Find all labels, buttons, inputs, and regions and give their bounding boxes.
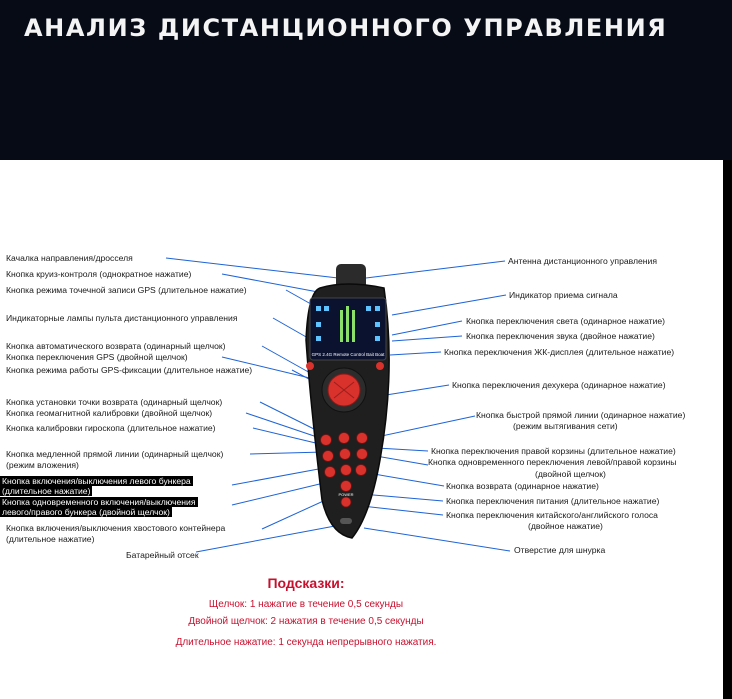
label-signal-indicator: Индикатор приема сигнала [509,290,618,300]
label-auto-return: Кнопка автоматического возврата (одинарный щелчок) [6,341,226,351]
label-return-button: Кнопка возврата (одинарное нажатие) [446,481,599,491]
screen-caption: GPS 2.4G Remote Control Bait Boat [311,352,385,357]
power-label: POWER [338,492,354,497]
label-set-return-point: Кнопка установки точки возврата (одинарный щелчок) [6,397,223,407]
label-both-baskets-press: (двойной щелчок) [535,469,606,479]
label-antenna: Антенна дистанционного управления [508,256,657,266]
label-left-hopper: Кнопка включения/выключения левого бункера [2,476,191,486]
label-slow-straight-line: Кнопка медленной прямой линии (одинарный щелчок) [6,449,224,459]
label-both-hoppers-press: левого/правого бункера (двойной щелчок) [2,507,170,517]
label-light-switch: Кнопка переключения света (одинарное нажатие) [466,316,666,326]
label-indicator-lamps: Индикаторные лампы пульта дистанционного управления [6,313,238,323]
hint-long-press: Длительное нажатие: 1 секунда непрерывного нажатия. [175,637,437,648]
right-edge-strip [723,160,732,699]
label-gps-point-record: Кнопка режима точечной записи GPS (длительное нажатие) [6,285,247,295]
label-lanyard-hole: Отверстие для шнурка [514,545,606,555]
label-lcd-switch: Кнопка переключения ЖК-дисплея (длительное нажатие) [444,347,675,357]
label-gps-switch: Кнопка переключения GPS (двойной щелчок) [6,352,188,362]
label-tail-container-press: (длительное нажатие) [6,534,95,544]
label-cruise-button: Кнопка круиз-контроля (однократное нажатие) [6,269,192,279]
label-dehooker-switch: Кнопка переключения дехукера (одинарное нажатие) [452,380,666,390]
label-gyro-calibration: Кнопка калибровки гироскопа (длительное нажатие) [6,423,216,433]
hint-click: Щелчок: 1 нажатие в течение 0,5 секунды [208,599,404,610]
header-banner [0,0,732,160]
label-power-switch: Кнопка переключения питания (длительное нажатие) [446,496,660,506]
label-both-hoppers: Кнопка одновременного включения/выключения [2,497,196,507]
label-voice-language: Кнопка переключения китайского/английского голоса [446,510,658,520]
label-compass-calibration: Кнопка геомагнитной калибровки (двойной щелчок) [6,408,213,418]
label-fast-straight-line-mode: (режим вытягивания сети) [513,421,618,431]
hint-double-click: Двойной щелчок: 2 нажатия в течение 0,5 секунды [188,616,424,627]
label-gps-hold-mode: Кнопка режима работы GPS-фиксации (длительное нажатие) [6,365,253,375]
label-both-baskets: Кнопка одновременного переключения левой/правой корзины [428,457,677,467]
label-fast-straight-line: Кнопка быстрой прямой линии (одинарное нажатие) [476,410,686,420]
label-battery: Батарейный отсек [126,550,199,560]
label-slow-straight-line-mode: (режим вложения) [6,460,79,470]
label-voice-language-press: (двойное нажатие) [528,521,603,531]
lanyard-hole [340,518,352,524]
page-title: АНАЛИЗ ДИСТАНЦИОННОГО УПРАВЛЕНИЯ [24,14,668,42]
label-throttle-rocker: Качалка направления/дросселя [6,253,133,263]
label-left-hopper-press: (длительное нажатие) [2,486,91,496]
label-right-basket: Кнопка переключения правой корзины (длительное нажатие) [431,446,676,456]
label-sound-switch: Кнопка переключения звука (двойное нажатие) [466,331,655,341]
label-tail-container: Кнопка включения/выключения хвостового контейнера [6,523,226,533]
hints-title: Подсказки: [267,575,345,591]
